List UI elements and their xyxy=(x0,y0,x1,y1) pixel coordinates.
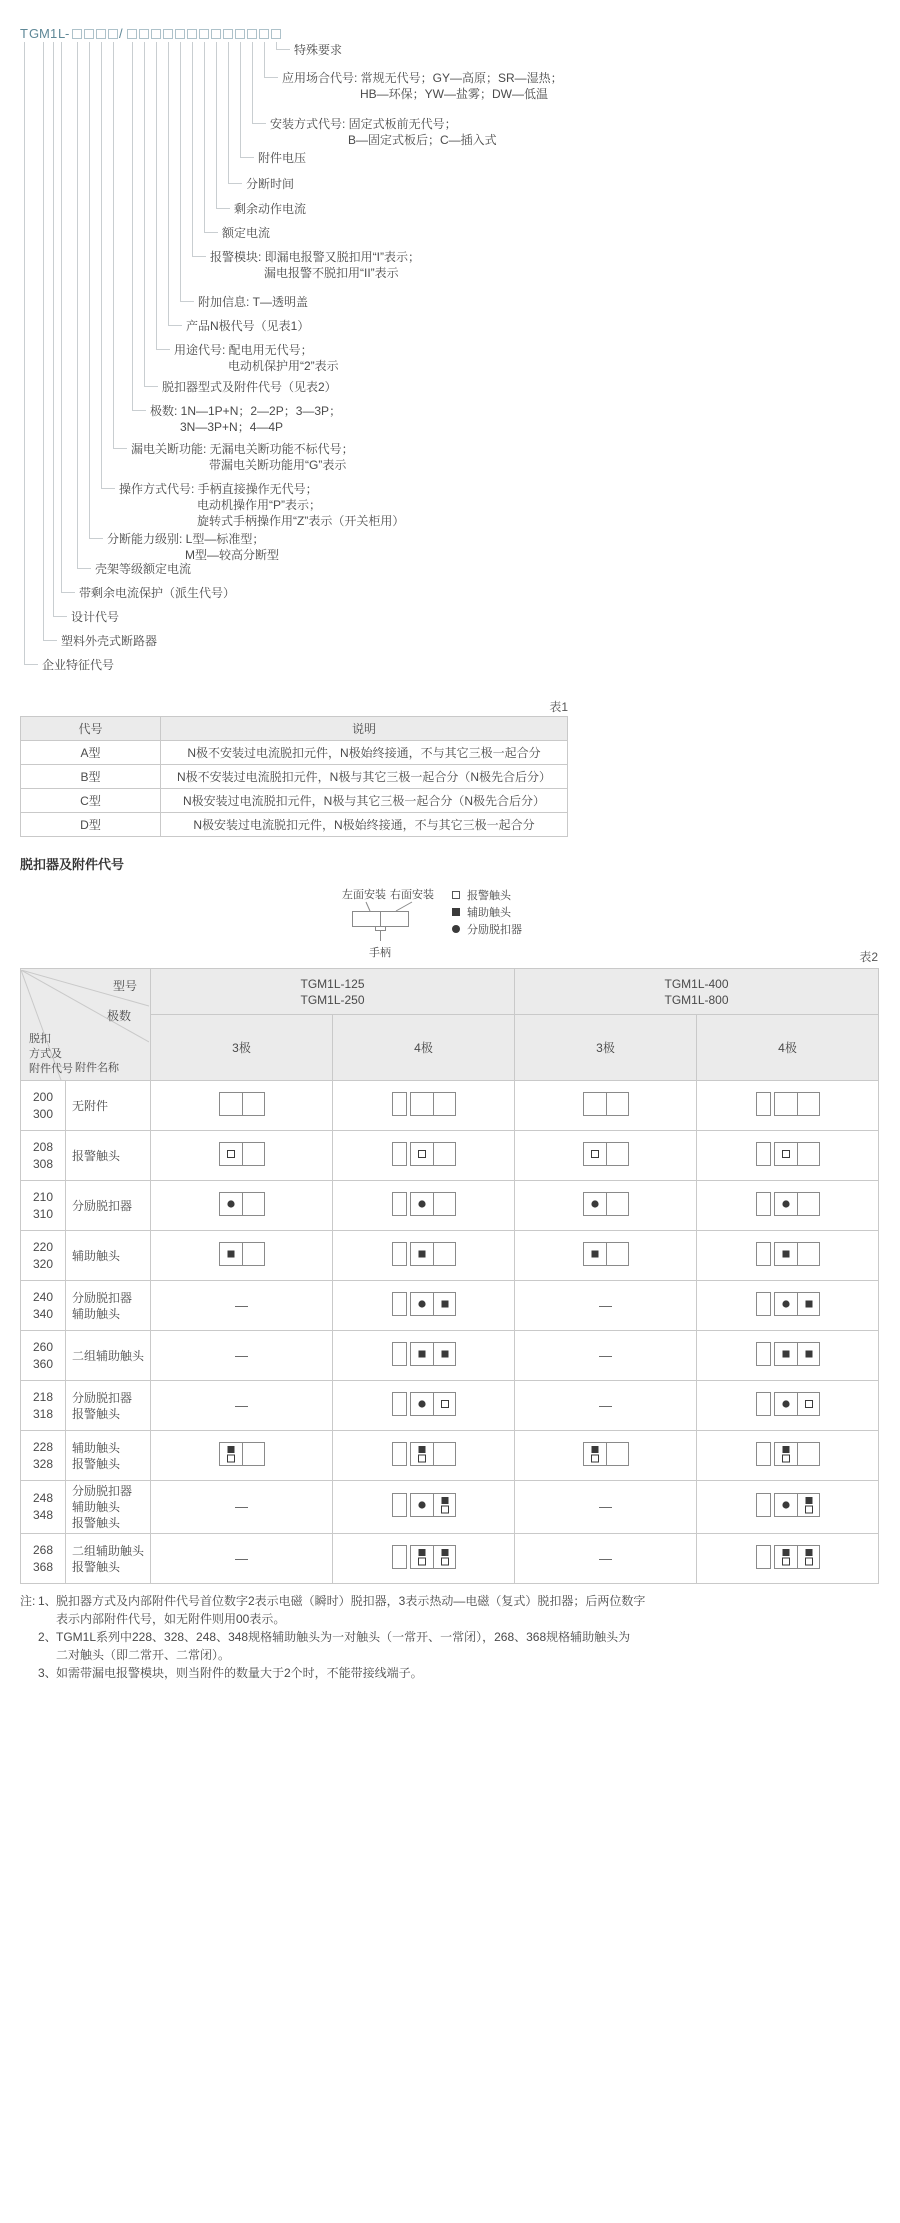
symbol-cell xyxy=(333,1181,515,1231)
symbol-cell xyxy=(515,1081,697,1131)
accessory-position-diagram xyxy=(219,1442,265,1466)
accessory-name-cell: 分励脱扣器 报警触头 xyxy=(66,1381,151,1431)
symbol-cell xyxy=(333,1131,515,1181)
code-connector-line xyxy=(252,42,266,124)
accessory-position-diagram xyxy=(219,1242,265,1266)
code-label-line: 带漏电关断功能用“G”表示 xyxy=(209,458,347,472)
symbol-cell xyxy=(515,1231,697,1281)
code-label-line: 分断能力级别: L型—标准型； xyxy=(107,532,265,546)
model-code-char: M xyxy=(39,26,51,41)
accessory-position-diagram xyxy=(756,1242,820,1266)
accessory-name-cell: 报警触头 xyxy=(66,1131,151,1181)
symbol-cell xyxy=(515,1131,697,1181)
accessory-name-cell: 分励脱扣器 xyxy=(66,1181,151,1231)
model-code-box xyxy=(108,29,118,39)
symbol-cell xyxy=(333,1231,515,1281)
note-item xyxy=(20,1592,880,1628)
trip-code-cell: 208 308 xyxy=(21,1131,66,1181)
accessory-position-diagram xyxy=(583,1142,629,1166)
symbol-cell xyxy=(151,1431,333,1481)
model-code-char: - xyxy=(65,26,71,41)
code-connector-line xyxy=(204,42,218,233)
table2-row xyxy=(21,1181,879,1231)
symbol-cell xyxy=(515,1431,697,1481)
pole-header-3: 3极 xyxy=(515,1015,697,1081)
symbol-cell xyxy=(151,1534,333,1584)
note-text: TGM1L系列中228、328、248、348规格辅助触头为一对触头（一常开、一常闭），268、368规格辅助触头为 二对触头（即二常开、二常闭）。 xyxy=(56,1630,631,1662)
code-segment-label xyxy=(42,657,114,673)
trip-code-cell: 240 340 xyxy=(21,1281,66,1331)
accessory-position-diagram xyxy=(219,1092,265,1116)
accessory-name-cell: 分励脱扣器 辅助触头 报警触头 xyxy=(66,1481,151,1534)
symbol-cell xyxy=(333,1281,515,1331)
not-available-mark: — xyxy=(235,1550,248,1566)
code-label-line: 设计代号 xyxy=(71,610,120,624)
code-connector-line xyxy=(240,42,254,158)
code-segment-label xyxy=(294,42,342,58)
symbol-cell xyxy=(151,1281,333,1331)
table2-row xyxy=(21,1231,879,1281)
accessory-position-diagram xyxy=(583,1442,629,1466)
code-label-line: 报警模块: 即漏电报警又脱扣用“I”表示； xyxy=(210,250,420,264)
n-pole-code-cell: C型 xyxy=(21,789,161,813)
code-label-line: 分断时间 xyxy=(246,177,295,191)
code-label-line: 旋转式手柄操作用“Z”表示（开关柜用） xyxy=(197,514,405,528)
n-pole-code-cell: A型 xyxy=(21,741,161,765)
model-code-box xyxy=(259,29,269,39)
trip-code-cell: 220 320 xyxy=(21,1231,66,1281)
symbol-cell xyxy=(697,1331,879,1381)
trip-code-cell: 260 360 xyxy=(21,1331,66,1381)
trip-code-cell: 248 348 xyxy=(21,1481,66,1534)
table2-row xyxy=(21,1534,879,1584)
not-available-mark: — xyxy=(599,1347,612,1363)
legend-label: 报警触头 xyxy=(467,889,511,902)
symbol-cell xyxy=(151,1181,333,1231)
accessory-position-diagram xyxy=(583,1092,629,1116)
code-connector-line xyxy=(168,42,182,326)
legend-item-aux-contact xyxy=(452,903,522,920)
symbol-cell xyxy=(151,1231,333,1281)
accessory-position-diagram xyxy=(219,1142,265,1166)
accessory-position-diagram xyxy=(756,1442,820,1466)
table2-row xyxy=(21,1131,879,1181)
symbol-cell xyxy=(697,1231,879,1281)
symbol-cell xyxy=(333,1534,515,1584)
n-pole-description-cell: N极安装过电流脱扣元件，N极与其它三极一起合分（N极先合后分） xyxy=(161,789,568,813)
accessory-position-diagram xyxy=(756,1493,820,1517)
table2-corner-cell xyxy=(21,969,151,1081)
n-pole-description-cell: N极不安装过电流脱扣元件，N极与其它三极一起合分（N极先合后分） xyxy=(161,765,568,789)
code-connector-line xyxy=(180,42,194,302)
code-connector-line xyxy=(228,42,242,184)
model-code-box xyxy=(271,29,281,39)
code-label-line: 3N—3P+N；4—4P xyxy=(180,420,284,434)
symbol-cell xyxy=(697,1534,879,1584)
symbol-cell xyxy=(515,1181,697,1231)
code-label-line: 操作方式代号: 手柄直接操作无代号； xyxy=(119,482,318,496)
corner-label-accessory-name: 附件名称 xyxy=(75,1061,119,1074)
code-label-line: 产品N极代号（见表1） xyxy=(186,319,310,333)
auxiliary-contact-symbol xyxy=(452,908,460,916)
code-segment-label xyxy=(186,318,309,334)
model-code-box xyxy=(247,29,257,39)
symbol-cell xyxy=(697,1431,879,1481)
trip-code-cell: 200 300 xyxy=(21,1081,66,1131)
left-mount-label: 左面安装 xyxy=(342,889,386,901)
table1-tag: 表1 xyxy=(549,700,568,714)
accessory-name-cell: 辅助触头 报警触头 xyxy=(66,1431,151,1481)
accessory-position-diagram xyxy=(756,1192,820,1216)
code-segment-label xyxy=(107,531,279,563)
symbol-cell xyxy=(333,1081,515,1131)
accessory-name-cell: 二组辅助触头 报警触头 xyxy=(66,1534,151,1584)
not-available-mark: — xyxy=(235,1499,248,1514)
code-connector-line xyxy=(43,42,57,641)
code-connector-line xyxy=(24,42,38,665)
trip-code-cell: 210 310 xyxy=(21,1181,66,1231)
code-connector-line xyxy=(156,42,170,350)
pole-header-2: 4极 xyxy=(333,1015,515,1081)
not-available-mark: — xyxy=(235,1297,248,1313)
code-segment-label xyxy=(162,379,337,395)
alarm-contact-symbol xyxy=(452,891,460,899)
table2-row xyxy=(21,1081,879,1131)
model-code-box xyxy=(211,29,221,39)
code-segment-label xyxy=(79,585,235,601)
code-label-line: 电动机操作用“P”表示； xyxy=(197,498,321,512)
code-label-line: 特殊要求 xyxy=(294,43,343,57)
table1-row xyxy=(21,765,568,789)
code-segment-label xyxy=(150,403,341,435)
code-label-line: 剩余动作电流 xyxy=(234,202,307,216)
symbol-cell xyxy=(151,1331,333,1381)
code-segment-label xyxy=(174,342,339,374)
accessory-position-diagram xyxy=(392,1092,456,1116)
symbol-cell xyxy=(151,1481,333,1534)
code-label-line: 企业特征代号 xyxy=(42,658,115,672)
note-item xyxy=(20,1628,880,1664)
code-label-line: M型—较高分断型 xyxy=(185,548,279,562)
table1-n-pole-codes xyxy=(20,716,568,837)
model-code-box xyxy=(175,29,185,39)
accessory-position-diagram xyxy=(756,1092,820,1116)
accessory-position-diagram xyxy=(756,1545,820,1569)
code-connector-line xyxy=(276,42,290,50)
model-code-box xyxy=(199,29,209,39)
note-text: 脱扣器方式及内部附件代号首位数字2表示电磁（瞬时）脱扣器，3表示热动—电磁（复式）脱扣器；后两位数字 表示内部附件代号，如无附件则用00表示。 xyxy=(56,1594,646,1626)
accessory-position-diagram xyxy=(392,1493,456,1517)
model-code-box xyxy=(96,29,106,39)
symbol-cell xyxy=(697,1281,879,1331)
symbol-cell xyxy=(515,1534,697,1584)
accessory-legend xyxy=(452,886,522,937)
not-available-mark: — xyxy=(599,1297,612,1313)
corner-label-model: 型号 xyxy=(113,978,138,993)
not-available-mark: — xyxy=(235,1397,248,1413)
accessory-position-diagram xyxy=(756,1292,820,1316)
model-code-char: 1 xyxy=(50,26,59,41)
corner-wrap xyxy=(21,970,149,1080)
code-segment-label xyxy=(246,176,294,192)
legend-label: 辅助触头 xyxy=(467,906,511,919)
n-pole-code-cell: B型 xyxy=(21,765,161,789)
code-connector-line xyxy=(77,42,91,569)
code-connector-line xyxy=(101,42,115,489)
n-pole-description-cell: N极安装过电流脱扣元件，N极始终接通，不与其它三极一起合分 xyxy=(161,813,568,837)
code-label-line: 漏电关断功能: 无漏电关断功能不标代号； xyxy=(131,442,354,456)
section-heading-trip-accessory-codes: 脱扣器及附件代号 xyxy=(20,857,125,872)
accessory-position-diagram xyxy=(756,1142,820,1166)
note-item xyxy=(20,1664,880,1682)
table2-row xyxy=(21,1431,879,1481)
n-pole-description-cell: N极不安装过电流脱扣元件，N极始终接通，不与其它三极一起合分 xyxy=(161,741,568,765)
code-connector-line xyxy=(216,42,230,209)
legend-item-shunt-release xyxy=(452,920,522,937)
symbol-cell xyxy=(515,1481,697,1534)
table2-row xyxy=(21,1281,879,1331)
note-number: 3、 xyxy=(38,1666,57,1680)
code-connector-line xyxy=(132,42,146,411)
model-code-separator: / xyxy=(119,26,124,41)
code-segment-label xyxy=(119,481,404,529)
trip-code-cell: 268 368 xyxy=(21,1534,66,1584)
symbol-cell xyxy=(515,1381,697,1431)
not-available-mark: — xyxy=(599,1499,612,1514)
notes xyxy=(20,1592,880,1682)
code-segment-label xyxy=(198,294,308,310)
accessory-name-cell: 无附件 xyxy=(66,1081,151,1131)
accessory-position-diagram xyxy=(583,1242,629,1266)
pole-header-4: 4极 xyxy=(697,1015,879,1081)
right-mount-label: 右面安装 xyxy=(390,889,434,901)
accessory-position-diagram xyxy=(756,1392,820,1416)
shunt-release-symbol xyxy=(452,925,460,933)
symbol-cell xyxy=(333,1331,515,1381)
trip-code-cell: 228 328 xyxy=(21,1431,66,1481)
code-label-line: 附加信息: T—透明盖 xyxy=(198,295,308,309)
legend-item-alarm-contact xyxy=(452,886,522,903)
model-group-125-250: TGM1L-125 TGM1L-250 xyxy=(151,969,515,1015)
accessory-name-cell: 分励脱扣器 辅助触头 xyxy=(66,1281,151,1331)
model-code-box xyxy=(127,29,137,39)
model-code-box xyxy=(151,29,161,39)
symbol-cell xyxy=(151,1131,333,1181)
symbol-cell xyxy=(515,1331,697,1381)
note-number: 2、 xyxy=(38,1630,57,1644)
model-code-box xyxy=(235,29,245,39)
accessory-position-diagram xyxy=(392,1142,456,1166)
model-code-box xyxy=(72,29,82,39)
model-code-box xyxy=(223,29,233,39)
code-segment-label xyxy=(282,70,563,102)
not-available-mark: — xyxy=(599,1397,612,1413)
accessory-position-diagram xyxy=(392,1342,456,1366)
table2-row xyxy=(21,1381,879,1431)
not-available-mark: — xyxy=(235,1347,248,1363)
code-label-line: HB—环保；YW—盐雾；DW—低温 xyxy=(360,87,548,101)
code-label-line: 额定电流 xyxy=(222,226,271,240)
table1-row xyxy=(21,813,568,837)
symbol-cell xyxy=(697,1381,879,1431)
notes-prefix: 注: xyxy=(20,1594,36,1608)
not-available-mark: — xyxy=(599,1550,612,1566)
model-code-box xyxy=(139,29,149,39)
model-code-box xyxy=(163,29,173,39)
code-segment-label xyxy=(234,201,306,217)
code-segment-label xyxy=(222,225,270,241)
model-code-char: L xyxy=(58,26,67,41)
code-connector-line xyxy=(89,42,103,539)
code-label-line: 壳架等级额定电流 xyxy=(95,562,192,576)
symbol-cell xyxy=(151,1081,333,1131)
code-connector-line xyxy=(192,42,206,257)
accessory-position-diagram xyxy=(583,1192,629,1216)
code-segment-label xyxy=(61,633,157,649)
model-code-char: TG xyxy=(20,26,41,41)
corner-label-trip-code: 脱扣 方式及 附件代号 xyxy=(29,1032,73,1075)
symbol-cell xyxy=(333,1481,515,1534)
model-code-box xyxy=(84,29,94,39)
accessory-position-diagram xyxy=(392,1242,456,1266)
symbol-cell xyxy=(151,1381,333,1431)
symbol-cell xyxy=(697,1181,879,1231)
table1-row xyxy=(21,741,568,765)
code-label-line: 电动机保护用“2”表示 xyxy=(228,359,339,373)
accessory-position-diagram xyxy=(392,1192,456,1216)
accessory-position-diagram xyxy=(392,1392,456,1416)
code-connector-line xyxy=(113,42,127,449)
code-label-line: 塑料外壳式断路器 xyxy=(61,634,158,648)
code-label-line: 脱扣器型式及附件代号（见表2） xyxy=(162,380,337,394)
accessory-position-diagram xyxy=(392,1545,456,1569)
handle-label: 手柄 xyxy=(369,947,391,959)
note-number: 1、 xyxy=(38,1594,57,1608)
code-label-line: 附件电压 xyxy=(258,151,307,165)
table2-row xyxy=(21,1331,879,1381)
symbol-cell xyxy=(333,1381,515,1431)
breaker-outline-drawing xyxy=(330,900,460,946)
trip-code-cell: 218 318 xyxy=(21,1381,66,1431)
accessory-name-cell: 辅助触头 xyxy=(66,1231,151,1281)
accessory-position-diagram xyxy=(392,1442,456,1466)
accessory-name-cell: 二组辅助触头 xyxy=(66,1331,151,1381)
code-segment-label xyxy=(131,441,354,473)
accessory-position-diagram xyxy=(756,1342,820,1366)
code-segment-label xyxy=(258,150,306,166)
code-label-line: 用途代号: 配电用无代号； xyxy=(174,343,313,357)
n-pole-code-cell: D型 xyxy=(21,813,161,837)
table2-row xyxy=(21,1481,879,1534)
accessory-position-diagram xyxy=(219,1192,265,1216)
symbol-cell xyxy=(515,1281,697,1331)
symbol-cell xyxy=(333,1431,515,1481)
symbol-cell xyxy=(697,1131,879,1181)
code-label-line: 极数: 1N—1P+N；2—2P；3—3P； xyxy=(150,404,342,418)
symbol-cell xyxy=(697,1481,879,1534)
pole-header-1: 3极 xyxy=(151,1015,333,1081)
code-label-line: 带剩余电流保护（派生代号） xyxy=(79,586,236,600)
legend-label: 分励脱扣器 xyxy=(467,923,522,936)
code-connector-line xyxy=(264,42,278,78)
table1-header-code: 代号 xyxy=(21,717,161,741)
table2-accessory-codes xyxy=(20,968,879,1584)
note-text: 如需带漏电报警模块，则当附件的数量大于2个时，不能带接线端子。 xyxy=(56,1666,423,1680)
code-segment-label xyxy=(210,249,420,281)
corner-label-poles: 极数 xyxy=(107,1008,132,1023)
accessory-position-diagram xyxy=(392,1292,456,1316)
model-group-400-800: TGM1L-400 TGM1L-800 xyxy=(515,969,879,1015)
code-segment-label xyxy=(270,116,497,148)
code-connector-line xyxy=(144,42,158,387)
code-label-line: B—固定式板后；C—插入式 xyxy=(348,133,497,147)
table1-row xyxy=(21,789,568,813)
code-label-line: 安装方式代号: 固定式板前无代号； xyxy=(270,117,457,131)
code-segment-label xyxy=(95,561,191,577)
model-code-box xyxy=(187,29,197,39)
table2-tag: 表2 xyxy=(859,950,878,964)
code-label-line: 漏电报警不脱扣用“II”表示 xyxy=(264,266,399,280)
table1-header-description: 说明 xyxy=(161,717,568,741)
code-label-line: 应用场合代号: 常规无代号；GY—高原；SR—湿热； xyxy=(282,71,563,85)
code-segment-label xyxy=(71,609,119,625)
symbol-cell xyxy=(697,1081,879,1131)
